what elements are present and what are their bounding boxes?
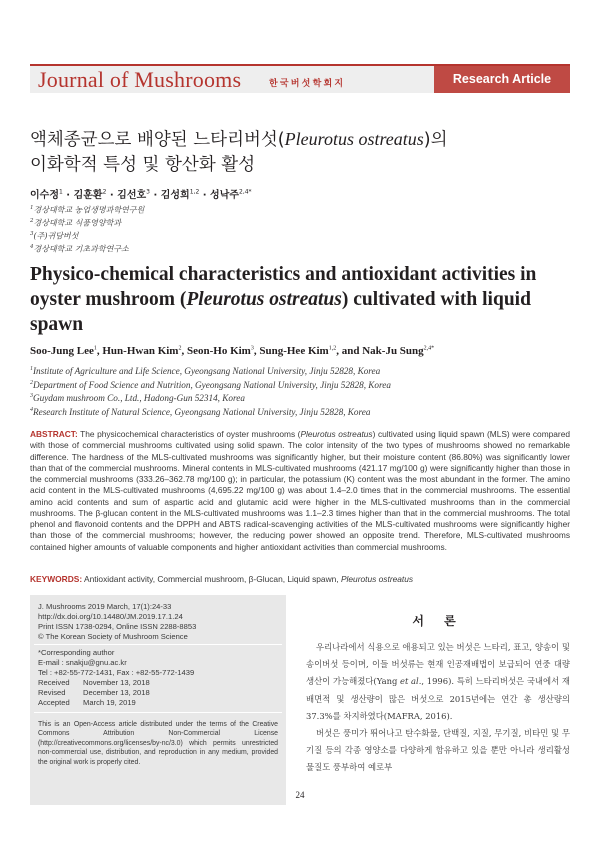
affiliation-line: $^2$경상대학교 식품영양학과 (30, 218, 122, 228)
korean-authors: 이수정$^1$ · 김훈환$^2$ · 김선호$^3$ · 김성희$^{1,2}$ · 성낙주$^{2,4*}$ (30, 188, 252, 201)
affiliation-line: $^4$경상대학교 기초과학연구소 (30, 244, 129, 255)
publication-info: J. Mushrooms 2019 March, 17(1):24-33 http://dx.doi.org/10.14480/JM.2019.17.1.24 Print ISSN 1738-0294, Online ISSN 2288-8853 © The Korean Society of Mushroom Science (38, 602, 197, 641)
journal-name-korean: 한국버섯학회지 (269, 79, 346, 89)
open-access-notice: This is an Open-Access article distributed under the terms of the Creative Commons Attribution Non-Commercial License (http://creativecommons.org/licenses/by-nc/3.0) which permits unrestricted non-commercial use, distribution, and reproduction in any medium, provided the original work is properly cited. (38, 721, 278, 766)
author-name: Soo-Jung Lee (30, 345, 94, 357)
page-number: 24 (295, 790, 305, 800)
affiliation-line: $^4$Research Institute of Natural Science, Gyeongsang National University, Jinju 52828, Korea (30, 406, 371, 417)
abstract-label: ABSTRACT: (30, 429, 78, 439)
keywords: KEYWORDS: Antioxidant activity, Commercial mushroom, β-Glucan, Liquid spawn, Pleurotus ostreatus (30, 574, 414, 584)
author-name: 김성희 (160, 190, 190, 201)
korean-title: 액체종균으로 배양된 느타리버섯(Pleurotus ostreatus)의 이화학적 특성 및 항산화 활성 (30, 129, 448, 175)
author-name: 김훈환 (73, 190, 103, 201)
introduction-body (306, 639, 570, 777)
affiliation-line: $^1$Institute of Agriculture and Life Science, Gyeongsang National University, Jinju 52828, Korea (30, 366, 381, 377)
english-authors: Soo-Jung Lee$^1$, Hun-Hwan Kim$^2$, Seon-Ho Kim$^3$, Sung-Hee Kim$^{1,2}$, and Nak-Ju Sung$^{2,4*}$ (30, 345, 435, 357)
english-title: Physico-chemical characteristics and antioxidant activities in oyster mushroom (Pleurotus ostreatus) cultivated with liquid spawn (30, 264, 537, 335)
email-link[interactable]: E-mail : snakju@gnu.ac.kr (38, 658, 127, 667)
author-name: Sung-Hee Kim (259, 345, 329, 357)
abstract: ABSTRACT: The physicochemical characteristics of oyster mushrooms (Pleurotus ostreatus) cultivated using liquid spawn (MLS) were compared with those of commercial mushrooms cultivated using solid spawn. The color intensity of the two types of mushrooms showed no remarkable difference. The hardness of the MLS-cultivated mushrooms was significantly higher, but their moisture content (86.80%) was significantly lower than that of the commercial mushrooms. Mineral contents in MLS-cultivated mushrooms (421.17 mg/100 g) were significantly higher than those in the commercial mushrooms (333.26–362.78 mg/100 g); in particular, the potassium (K) content was the most abundant in the former. The amino acid content in the MLS-cultivated mushrooms (4,695.22 mg/100 g) was about 1.4–2.0 times that in the commercial mushrooms. The essential amino acid contents and sum of aspartic acid and glutamic acid were higher in the MLS-cultivated mushrooms than in the commercial mushrooms. The β-glucan content in the MLS-cultivated mushrooms was 1.1–2.3 times higher than that in the commercial mushrooms. The total phenol and flavonoid contents and the DPPH and ABTS radical-scavenging activities of the MLS-cultivated mushrooms were significantly higher than those of the commercial mushrooms; however, the reducing power showed an opposite trend. Therefore, MLS-cultivated mushrooms contained higher amounts of valuable components and higher antioxidant activities than commercial mushrooms. (30, 429, 570, 552)
paragraph: 우리나라에서 식용으로 애용되고 있는 버섯은 느타리, 표고, 양송이 및 송이버섯 등이며, 이들 버섯류는 현재 인공재배법이 보급되어 연중 대량생산이 가능해졌다(Yang et al., 1996). 특히 느타리버섯은 국내에서 재배면적 및 생산량이 많은 버섯으로 2015년에는 연간 총 생산량의 37.3%를 차지하였다(MAFRA, 2016). (306, 642, 570, 721)
introduction-heading: 서 론 (412, 614, 464, 628)
divider (34, 712, 282, 713)
author-name: Hun-Hwan Kim (102, 345, 179, 357)
doi-link[interactable]: http://dx.doi.org/10.14480/JM.2019.17.1.24 (38, 612, 183, 621)
paragraph: 버섯은 풍미가 뛰어나고 탄수화물, 단백질, 지질, 무기질, 비타민 및 무기질 등의 각종 영양소를 다양하게 함유하고 있을 뿐만 아니라 생리활성 물질도 풍부하여 예로부 (306, 728, 570, 773)
journal-name: Journal of Mushrooms (38, 67, 242, 92)
korean-affiliations (30, 203, 144, 256)
author-name: 김선호 (117, 190, 147, 201)
author-name: Seon-Ho Kim (186, 345, 251, 357)
author-name: 성낙주 (210, 190, 240, 201)
affiliation-line: $^3$Guydam mushroom Co., Ltd., Hadong-Gun 52314, Korea (30, 393, 245, 404)
article-type-badge: Research Article (434, 66, 570, 93)
affiliation-line: $^1$경상대학교 농업생명과학연구원 (30, 205, 145, 215)
affiliation-line: $^2$Department of Food Science and Nutrition, Gyeongsang National University, Jinju 52828, Korea (30, 379, 391, 390)
english-affiliations (30, 364, 391, 418)
article-dates: Received November 13, 2018 Revised December 13, 2018 Accepted March 19, 2019 (38, 678, 150, 707)
affiliation-line: $^3$(주)귀담버섯 (30, 231, 79, 241)
keywords-label: KEYWORDS: (30, 574, 83, 584)
corresponding-author: *Corresponding author E-mail : snakju@gnu.ac.kr Tel : +82-55-772-1431, Fax : +82-55-772-1439 (38, 648, 195, 677)
divider (34, 644, 282, 645)
author-name: 이수정 (30, 190, 59, 201)
author-name: and Nak-Ju Sung (341, 345, 424, 357)
